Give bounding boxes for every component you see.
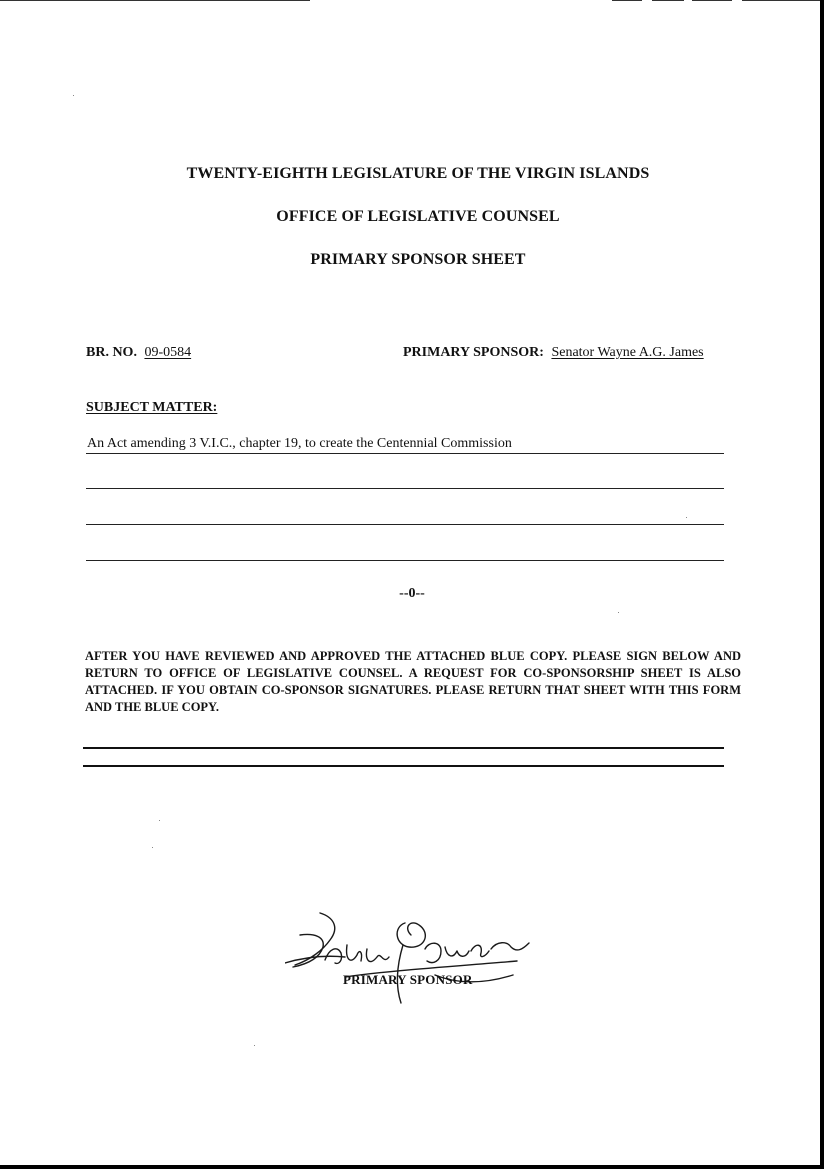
scan-speck: [159, 820, 160, 821]
signature-rule: [83, 747, 724, 749]
primary-sponsor-value: Senator Wayne A.G. James: [551, 345, 704, 360]
scan-speck: [152, 847, 153, 848]
primary-sponsor-label: PRIMARY SPONSOR:: [403, 345, 544, 360]
signature-rule: [83, 765, 724, 767]
primary-sponsor-field: [403, 345, 704, 361]
scan-border-bottom: [0, 1165, 824, 1169]
scan-edge-mark: [612, 0, 642, 1]
sheet-title: PRIMARY SPONSOR SHEET: [310, 251, 526, 268]
subject-line: [86, 488, 724, 489]
br-number-label: BR. NO.: [86, 345, 137, 360]
scan-speck: [254, 1045, 255, 1046]
subject-matter-label: SUBJECT MATTER:: [86, 400, 218, 415]
primary-sponsor-signature-label: PRIMARY SPONSOR: [343, 972, 473, 987]
subject-matter-text: An Act amending 3 V.I.C., chapter 19, to create the Centennial Commission: [87, 436, 512, 451]
br-number-value: 09-0584: [144, 345, 192, 360]
legislature-heading: TWENTY-EIGHTH LEGISLATURE OF THE VIRGIN ISLANDS: [186, 165, 650, 182]
scan-edge-mark: [0, 0, 310, 1]
subject-line: [86, 524, 724, 525]
scan-speck: [618, 612, 619, 613]
scan-edge-mark: [742, 0, 820, 1]
office-heading: OFFICE OF LEGISLATIVE COUNSEL: [276, 208, 560, 225]
instructions-text: AFTER YOU HAVE REVIEWED AND APPROVED THE ATTACHED BLUE COPY. PLEASE SIGN BELOW AND RETURN TO OFFICE OF LEGISLATIVE COUNSEL. A REQUEST FOR CO-SPONSORSHIP SHEET IS ALSO ATTACHED. IF YOU OBTAIN CO-SPONSOR SIGNATURES. PLEASE RETURN THAT SHEET WITH THIS FORM AND THE BLUE COPY.: [85, 649, 741, 714]
section-separator: --0--: [399, 586, 425, 601]
scan-speck: [686, 517, 687, 518]
scan-edge-mark: [652, 0, 684, 1]
br-number-field: [86, 345, 191, 361]
subject-line: [86, 560, 724, 561]
scan-edge-mark: [692, 0, 732, 1]
handwritten-signature: [285, 905, 535, 1015]
scan-speck: [73, 95, 74, 96]
subject-line: [86, 453, 724, 454]
